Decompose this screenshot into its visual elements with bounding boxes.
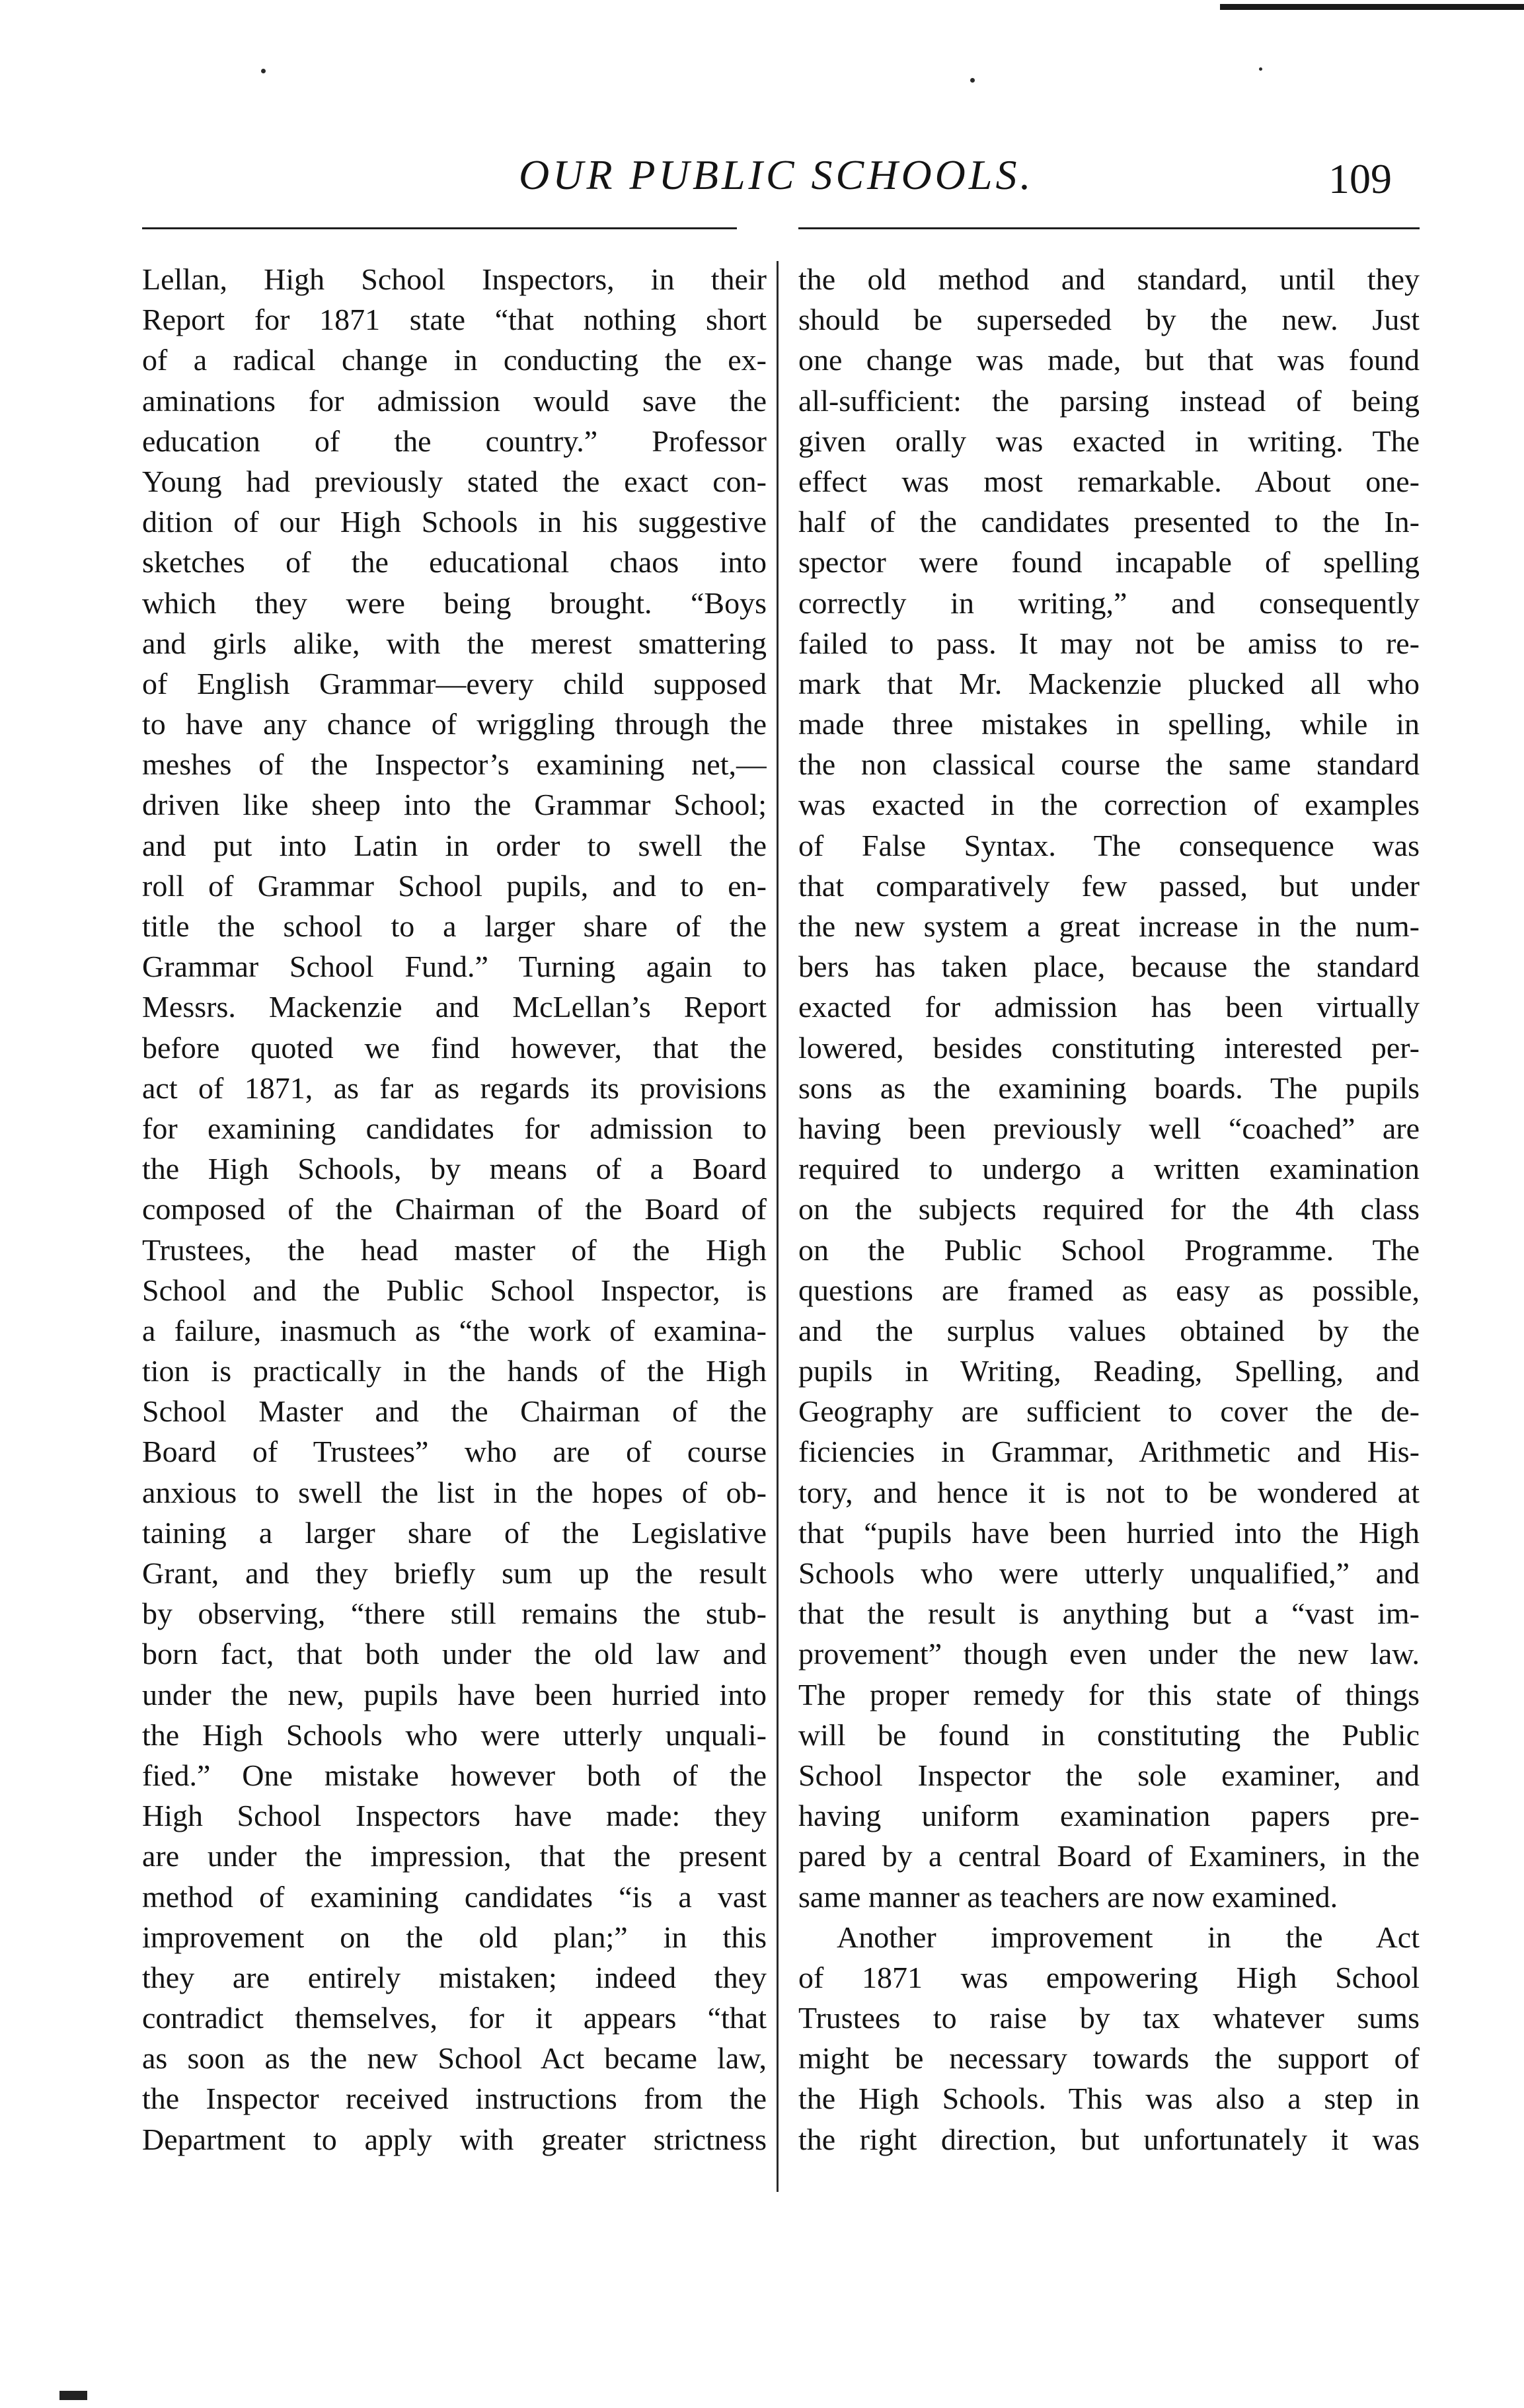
text-line: provement” though even under the new law. bbox=[798, 1637, 1420, 1671]
text-line: Messrs. Mackenzie and McLellan’s Report bbox=[142, 990, 767, 1024]
text-line: having uniform examination papers pre- bbox=[798, 1799, 1420, 1833]
text-line: under the new, pupils have been hurried into bbox=[142, 1677, 767, 1712]
text-line: method of examining candidates “is a vast bbox=[142, 1879, 767, 1914]
text-line: that “pupils have been hurried into the High bbox=[798, 1515, 1420, 1550]
print-speck bbox=[1259, 67, 1262, 71]
text-line: School Master and the Chairman of the bbox=[142, 1394, 767, 1429]
text-line: before quoted we find however, that the bbox=[142, 1030, 767, 1065]
text-line: for examining candidates for admission to bbox=[142, 1111, 767, 1145]
text-line: fied.” One mistake however both of the bbox=[142, 1758, 767, 1792]
text-line: a failure, inasmuch as “the work of examina- bbox=[142, 1313, 767, 1347]
text-line: improvement on the old plan;” in this bbox=[142, 1920, 767, 1954]
text-line: questions are framed as easy as possible, bbox=[798, 1273, 1420, 1307]
text-line: the old method and standard, until they bbox=[798, 262, 1420, 296]
right-text-column bbox=[798, 259, 1420, 2195]
text-line: Schools who were utterly unqualified,” and bbox=[798, 1556, 1420, 1590]
print-mark bbox=[59, 2391, 87, 2400]
text-line: tory, and hence it is not to be wondered at bbox=[798, 1475, 1420, 1509]
text-line: on the subjects required for the 4th class bbox=[798, 1192, 1420, 1226]
text-line: sketches of the educational chaos into bbox=[142, 545, 767, 580]
page-header bbox=[0, 151, 1524, 210]
text-line: having been previously well “coached” are bbox=[798, 1111, 1420, 1145]
text-line: of English Grammar—every child supposed bbox=[142, 666, 767, 700]
text-line: act of 1871, as far as regards its provisions bbox=[142, 1071, 767, 1105]
text-line: Trustees, the head master of the High bbox=[142, 1232, 767, 1267]
header-rule-right bbox=[798, 227, 1420, 229]
text-line: effect was most remarkable. About one- bbox=[798, 464, 1420, 498]
text-line: pared by a central Board of Examiners, in the bbox=[798, 1839, 1420, 1873]
text-line: by observing, “there still remains the stub- bbox=[142, 1597, 767, 1631]
text-line: Geography are sufficient to cover the de- bbox=[798, 1394, 1420, 1429]
text-line: the right direction, but unfortunately it was bbox=[798, 2122, 1420, 2156]
text-line: pupils in Writing, Reading, Spelling, and bbox=[798, 1354, 1420, 1388]
text-line: which they were being brought. “Boys bbox=[142, 585, 767, 620]
column-divider bbox=[777, 261, 779, 2192]
text-line: bers has taken place, because the standard bbox=[798, 950, 1420, 984]
text-line: High School Inspectors have made: they bbox=[142, 1799, 767, 1833]
text-line: taining a larger share of the Legislative bbox=[142, 1515, 767, 1550]
text-line: the Inspector received instructions from the bbox=[142, 2082, 767, 2116]
text-line: that the result is anything but a “vast im- bbox=[798, 1597, 1420, 1631]
text-line: will be found in constituting the Public bbox=[798, 1717, 1420, 1752]
left-text-column bbox=[142, 259, 767, 2195]
text-line: born fact, that both under the old law and bbox=[142, 1637, 767, 1671]
text-line: Lellan, High School Inspectors, in their bbox=[142, 262, 767, 296]
text-line: to have any chance of wriggling through the bbox=[142, 707, 767, 741]
text-line: all-sufficient: the parsing instead of being bbox=[798, 383, 1420, 418]
text-line: the new system a great increase in the num- bbox=[798, 909, 1420, 943]
text-line: and put into Latin in order to swell the bbox=[142, 828, 767, 862]
text-line: of a radical change in conducting the ex- bbox=[142, 343, 767, 377]
text-line: tion is practically in the hands of the High bbox=[142, 1354, 767, 1388]
page-number: 109 bbox=[1328, 155, 1392, 202]
text-line: education of the country.” Professor bbox=[142, 424, 767, 458]
text-line: same manner as teachers are now examined. bbox=[798, 1879, 1338, 1914]
text-line: School Inspector the sole examiner, and bbox=[798, 1758, 1420, 1792]
text-line: the non classical course the same standard bbox=[798, 747, 1420, 782]
text-line: of 1871 was empowering High School bbox=[798, 1960, 1420, 1994]
text-line: that comparatively few passed, but under bbox=[798, 868, 1420, 903]
text-line: Report for 1871 state “that nothing short bbox=[142, 303, 767, 337]
print-speck bbox=[970, 78, 975, 83]
text-line: was exacted in the correction of examples bbox=[798, 788, 1420, 822]
print-speck bbox=[261, 69, 266, 73]
text-line: title the school to a larger share of the bbox=[142, 909, 767, 943]
text-line: of False Syntax. The consequence was bbox=[798, 828, 1420, 862]
text-line: Another improvement in the Act bbox=[837, 1920, 1420, 1954]
text-line: failed to pass. It may not be amiss to re- bbox=[798, 626, 1420, 660]
text-line: ficiencies in Grammar, Arithmetic and His- bbox=[798, 1435, 1420, 1469]
text-line: mark that Mr. Mackenzie plucked all who bbox=[798, 666, 1420, 700]
text-line: Young had previously stated the exact con- bbox=[142, 464, 767, 498]
text-line: made three mistakes in spelling, while in bbox=[798, 707, 1420, 741]
text-line: aminations for admission would save the bbox=[142, 383, 767, 418]
text-line: as soon as the new School Act became law, bbox=[142, 2041, 767, 2076]
running-title: OUR PUBLIC SCHOOLS. bbox=[519, 151, 1034, 198]
text-line: roll of Grammar School pupils, and to en- bbox=[142, 868, 767, 903]
text-line: anxious to swell the list in the hopes of ob- bbox=[142, 1475, 767, 1509]
text-line: and the surplus values obtained by the bbox=[798, 1313, 1420, 1347]
text-line: composed of the Chairman of the Board of bbox=[142, 1192, 767, 1226]
text-line: half of the candidates presented to the In- bbox=[798, 505, 1420, 539]
text-line: might be necessary towards the support of bbox=[798, 2041, 1420, 2076]
text-line: lowered, besides constituting interested per- bbox=[798, 1030, 1420, 1065]
text-line: exacted for admission has been virtually bbox=[798, 990, 1420, 1024]
text-line: contradict themselves, for it appears “that bbox=[142, 2001, 767, 2035]
text-line: driven like sheep into the Grammar School; bbox=[142, 788, 767, 822]
text-line: the High Schools. This was also a step in bbox=[798, 2082, 1420, 2116]
text-line: should be superseded by the new. Just bbox=[798, 303, 1420, 337]
text-line: sons as the examining boards. The pupils bbox=[798, 1071, 1420, 1105]
text-line: the High Schools who were utterly unquali- bbox=[142, 1717, 767, 1752]
text-line: meshes of the Inspector’s examining net,— bbox=[142, 747, 767, 782]
header-rule-left bbox=[142, 227, 737, 229]
text-line: Grammar School Fund.” Turning again to bbox=[142, 950, 767, 984]
text-line: are under the impression, that the present bbox=[142, 1839, 767, 1873]
text-line: and girls alike, with the merest smattering bbox=[142, 626, 767, 660]
text-line: dition of our High Schools in his suggestive bbox=[142, 505, 767, 539]
text-line: Trustees to raise by tax whatever sums bbox=[798, 2001, 1420, 2035]
top-edge-rule bbox=[1220, 4, 1524, 10]
text-line: spector were found incapable of spelling bbox=[798, 545, 1420, 580]
text-line: Department to apply with greater strictness bbox=[142, 2122, 767, 2156]
text-line: Grant, and they briefly sum up the result bbox=[142, 1556, 767, 1590]
text-line: The proper remedy for this state of things bbox=[798, 1677, 1420, 1712]
text-line: one change was made, but that was found bbox=[798, 343, 1420, 377]
text-line: School and the Public School Inspector, is bbox=[142, 1273, 767, 1307]
text-line: required to undergo a written examination bbox=[798, 1152, 1420, 1186]
text-line: on the Public School Programme. The bbox=[798, 1232, 1420, 1267]
text-line: Board of Trustees” who are of course bbox=[142, 1435, 767, 1469]
text-line: given orally was exacted in writing. The bbox=[798, 424, 1420, 458]
text-line: correctly in writing,” and consequently bbox=[798, 585, 1420, 620]
text-line: they are entirely mistaken; indeed they bbox=[142, 1960, 767, 1994]
text-line: the High Schools, by means of a Board bbox=[142, 1152, 767, 1186]
